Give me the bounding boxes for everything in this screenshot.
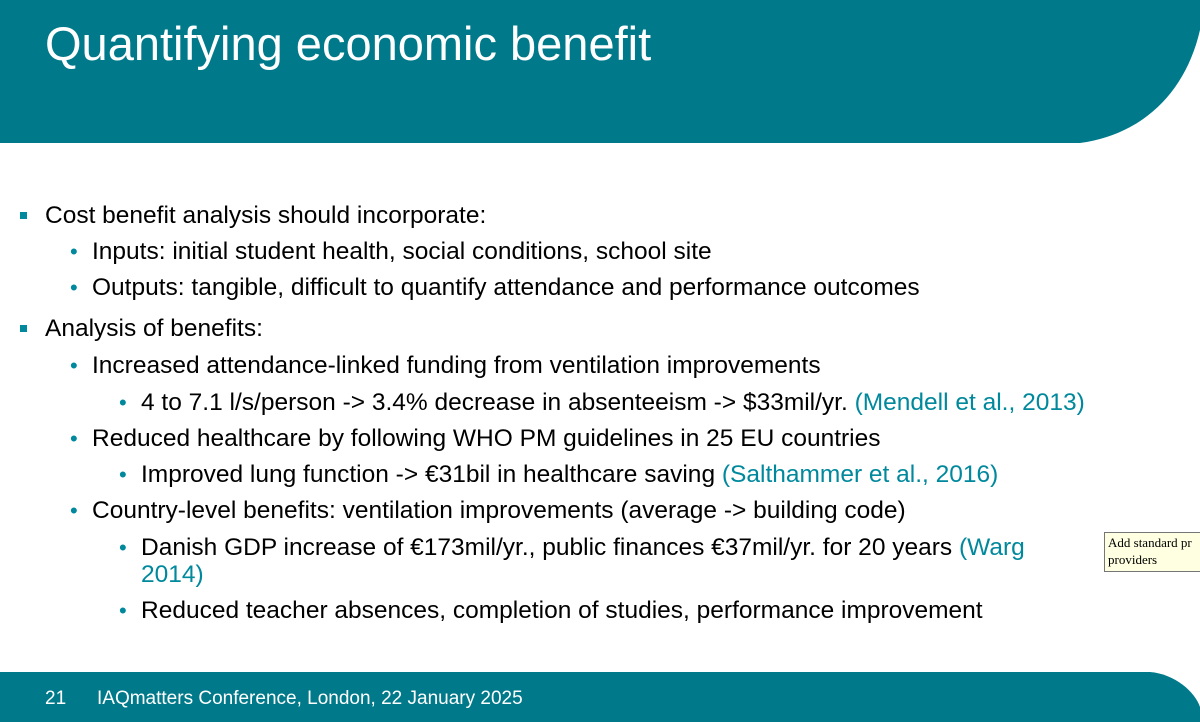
citation-link: (Warg	[958, 534, 1025, 561]
citation-link: (Salthammer et al., 2016)	[721, 461, 999, 488]
bullet-lung-function	[119, 460, 999, 490]
dot-bullet-icon: •	[119, 462, 127, 487]
tooltip-popup	[1104, 532, 1200, 572]
dot-bullet-icon: •	[119, 535, 127, 560]
slide-footer	[0, 672, 1200, 722]
dot-bullet-icon: •	[70, 275, 78, 300]
dot-bullet-icon: •	[70, 426, 78, 451]
bullet-danish-gdp-continued	[141, 560, 204, 590]
bullet-text: Increased attendance-linked funding from ventilation improvements	[92, 352, 821, 379]
bullet-country-level	[70, 496, 906, 526]
bullet-healthcare	[70, 424, 881, 454]
tooltip-line: providers	[1108, 552, 1158, 567]
bullet-cost-benefit	[45, 201, 486, 231]
bullet-text: Analysis of benefits:	[45, 315, 263, 342]
dot-bullet-icon: •	[70, 498, 78, 523]
bullet-text: Reduced healthcare by following WHO PM guidelines in 25 EU countries	[92, 425, 881, 452]
page-number: 21	[45, 688, 67, 709]
dot-bullet-icon: •	[119, 598, 127, 623]
citation-link: 2014)	[141, 561, 204, 588]
bullet-teacher-absences	[119, 596, 983, 626]
bullet-absenteeism	[119, 388, 1085, 418]
bullet-danish-gdp	[119, 533, 1025, 563]
square-bullet-icon	[20, 325, 27, 332]
square-bullet-icon	[20, 212, 27, 219]
bullet-text: Danish GDP increase of €173mil/yr., public finances €37mil/yr. for 20 years	[141, 534, 959, 561]
bullet-text: Reduced teacher absences, completion of studies, performance improvement	[141, 597, 983, 624]
dot-bullet-icon: •	[70, 353, 78, 378]
bullet-text: Outputs: tangible, difficult to quantify attendance and performance outcomes	[92, 274, 920, 301]
bullet-text: Cost benefit analysis should incorporate:	[45, 202, 487, 229]
slide-header	[0, 0, 1200, 143]
dot-bullet-icon: •	[119, 390, 127, 415]
bullet-outputs	[70, 273, 920, 303]
tooltip-line: Add standard pr	[1108, 535, 1192, 550]
bullet-analysis	[45, 314, 263, 344]
bullet-text: Country-level benefits: ventilation improvements (average -> building code)	[92, 497, 906, 524]
bullet-attendance	[70, 351, 821, 381]
bullet-text: 4 to 7.1 l/s/person -> 3.4% decrease in absenteeism -> $33mil/yr.	[141, 389, 855, 416]
bullet-text: Improved lung function -> €31bil in healthcare saving	[141, 461, 722, 488]
bullet-text: Inputs: initial student health, social conditions, school site	[92, 238, 712, 265]
dot-bullet-icon: •	[70, 239, 78, 264]
slide-title: Quantifying economic benefit	[45, 17, 652, 70]
bullet-inputs	[70, 237, 712, 267]
footer-text: IAQmatters Conference, London, 22 January 2025	[97, 688, 523, 709]
citation-link: (Mendell et al., 2013)	[854, 389, 1085, 416]
